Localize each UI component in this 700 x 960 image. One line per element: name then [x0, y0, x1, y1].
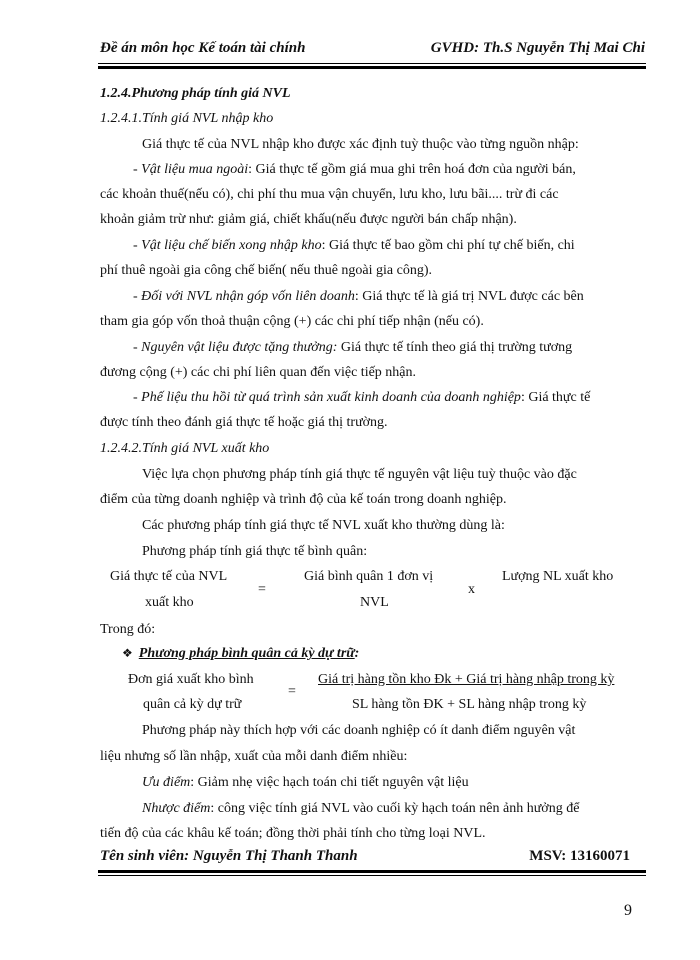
formula1-mid-top: Giá bình quân 1 đơn vị — [304, 569, 434, 584]
page-header — [100, 40, 645, 57]
footer-rule-thin — [98, 875, 646, 876]
term-gifted-materials: Nguyên vật liệu được tặng thưởng: — [141, 340, 338, 355]
paragraph-methods: Các phương pháp tính giá thực tế NVL xuất kho thường dùng là: — [142, 518, 505, 533]
list-item-continuation: tham gia góp vốn thoả thuận cộng (+) các chi phí tiếp nhận (nếu có). — [100, 314, 484, 329]
diamond-bullet-icon: ❖ — [122, 646, 133, 660]
page-footer — [100, 848, 630, 865]
formula2-equals: = — [288, 684, 296, 699]
list-item-continuation: các khoản thuế(nếu có), chi phí thu mua vận chuyển, lưu kho, lưu bãi.... trừ đi các — [100, 187, 559, 202]
method-title: ❖ Phương pháp bình quân cả kỳ dự trữ: — [122, 646, 360, 661]
header-rule-thin — [98, 63, 646, 64]
list-item: - Vật liệu chế biến xong nhập kho: Giá thực tế bao gồm chi phí tự chế biến, chi — [133, 238, 575, 253]
term-processed-materials: Vật liệu chế biến xong nhập kho — [141, 238, 322, 253]
advantage-label: Ưu điểm — [142, 775, 191, 790]
advantage-line: Ưu điểm: Giảm nhẹ việc hạch toán chi tiết nguyên vật liệu — [142, 775, 469, 790]
label-trong-do: Trong đó: — [100, 622, 156, 637]
formula1-equals: = — [258, 582, 266, 597]
paragraph-line: Phương pháp này thích hợp với các doanh nghiệp có ít danh điểm nguyên vật — [142, 723, 576, 738]
formula1-left-top: Giá thực tế của NVL — [110, 569, 228, 584]
list-item-continuation: khoản giảm trừ như: giảm giá, chiết khấu(nếu được người bán chấp nhận). — [100, 212, 517, 227]
list-item: - Đối với NVL nhận góp vốn liên doanh: Giá thực tế là giá trị NVL được các bên — [133, 289, 584, 304]
header-rule-thick — [98, 66, 646, 69]
formula1-left-bottom: xuất kho — [145, 595, 194, 610]
subsection-title-export: 1.2.4.2.Tính giá NVL xuất kho — [100, 441, 270, 456]
formula2-numerator: Giá trị hàng tồn kho Đk + Giá trị hàng nhập trong kỳ — [318, 672, 615, 687]
formula1-right: Lượng NL xuất kho — [502, 569, 614, 584]
page-number: 9 — [624, 902, 632, 919]
formula2-denominator: SL hàng tồn ĐK + SL hàng nhập trong kỳ — [352, 697, 587, 712]
term-purchased-materials: Vật liệu mua ngoài — [141, 162, 249, 177]
list-item: - Vật liệu mua ngoài: Giá thực tế gồm giá mua ghi trên hoá đơn của người bán, — [133, 162, 576, 177]
list-item-continuation: được tính theo đánh giá thực tế hoặc giá thị trường. — [100, 415, 388, 430]
formula2-left-top: Đơn giá xuất kho bình — [128, 672, 254, 687]
paragraph-line: điểm của từng doanh nghiệp và trình độ của kế toán trong doanh nghiệp. — [100, 492, 507, 507]
formula2-left-bottom: quân cả kỳ dự trữ — [143, 697, 242, 712]
formula1-mid-bottom: NVL — [360, 595, 389, 610]
term-capital-contribution: Đối với NVL nhận góp vốn liên doanh — [141, 289, 355, 304]
term-scrap-recovery: Phế liệu thu hồi từ quá trình sản xuất kinh doanh của doanh nghiệp — [141, 390, 521, 405]
formula1-times: x — [468, 582, 475, 597]
paragraph-line: liệu nhưng số lần nhập, xuất của mỗi danh điểm nhiều: — [100, 749, 408, 764]
footer-student-id: MSV: 13160071 — [529, 848, 630, 864]
list-item: - Phế liệu thu hồi từ quá trình sản xuất kinh doanh của doanh nghiệp: Giá thực tế — [133, 390, 591, 405]
paragraph-intro: Giá thực tế của NVL nhập kho được xác định tuỳ thuộc vào từng nguồn nhập: — [142, 137, 579, 152]
header-supervisor: GVHD: Th.S Nguyễn Thị Mai Chi — [430, 40, 645, 56]
list-item: - Nguyên vật liệu được tặng thưởng: Giá thực tế tính theo giá thị trường tương — [133, 340, 573, 355]
paragraph-line: tiến độ của các khâu kế toán; đồng thời phải tính cho từng loại NVL. — [100, 826, 486, 841]
disadvantage-line: Nhược điểm: công việc tính giá NVL vào cuối kỳ hạch toán nên ảnh hưởng để — [142, 801, 580, 816]
list-item-continuation: phí thuê ngoài gia công chế biến( nếu thuê ngoài gia công). — [100, 263, 433, 278]
footer-student-name: Tên sinh viên: Nguyễn Thị Thanh Thanh — [100, 848, 358, 864]
subsection-title-import: 1.2.4.1.Tính giá NVL nhập kho — [100, 111, 274, 126]
paragraph-line: Việc lựa chọn phương pháp tính giá thực tế nguyên vật liệu tuỳ thuộc vào đặc — [142, 467, 577, 482]
section-title: 1.2.4.Phương pháp tính giá NVL — [100, 86, 291, 101]
footer-rule-thick — [98, 870, 646, 873]
header-course-title: Đề án môn học Kế toán tài chính — [100, 40, 306, 56]
disadvantage-label: Nhược điểm — [142, 801, 211, 816]
paragraph-average-method: Phương pháp tính giá thực tế bình quân: — [142, 544, 368, 559]
list-item-continuation: đương cộng (+) các chi phí liên quan đến việc tiếp nhận. — [100, 365, 417, 380]
